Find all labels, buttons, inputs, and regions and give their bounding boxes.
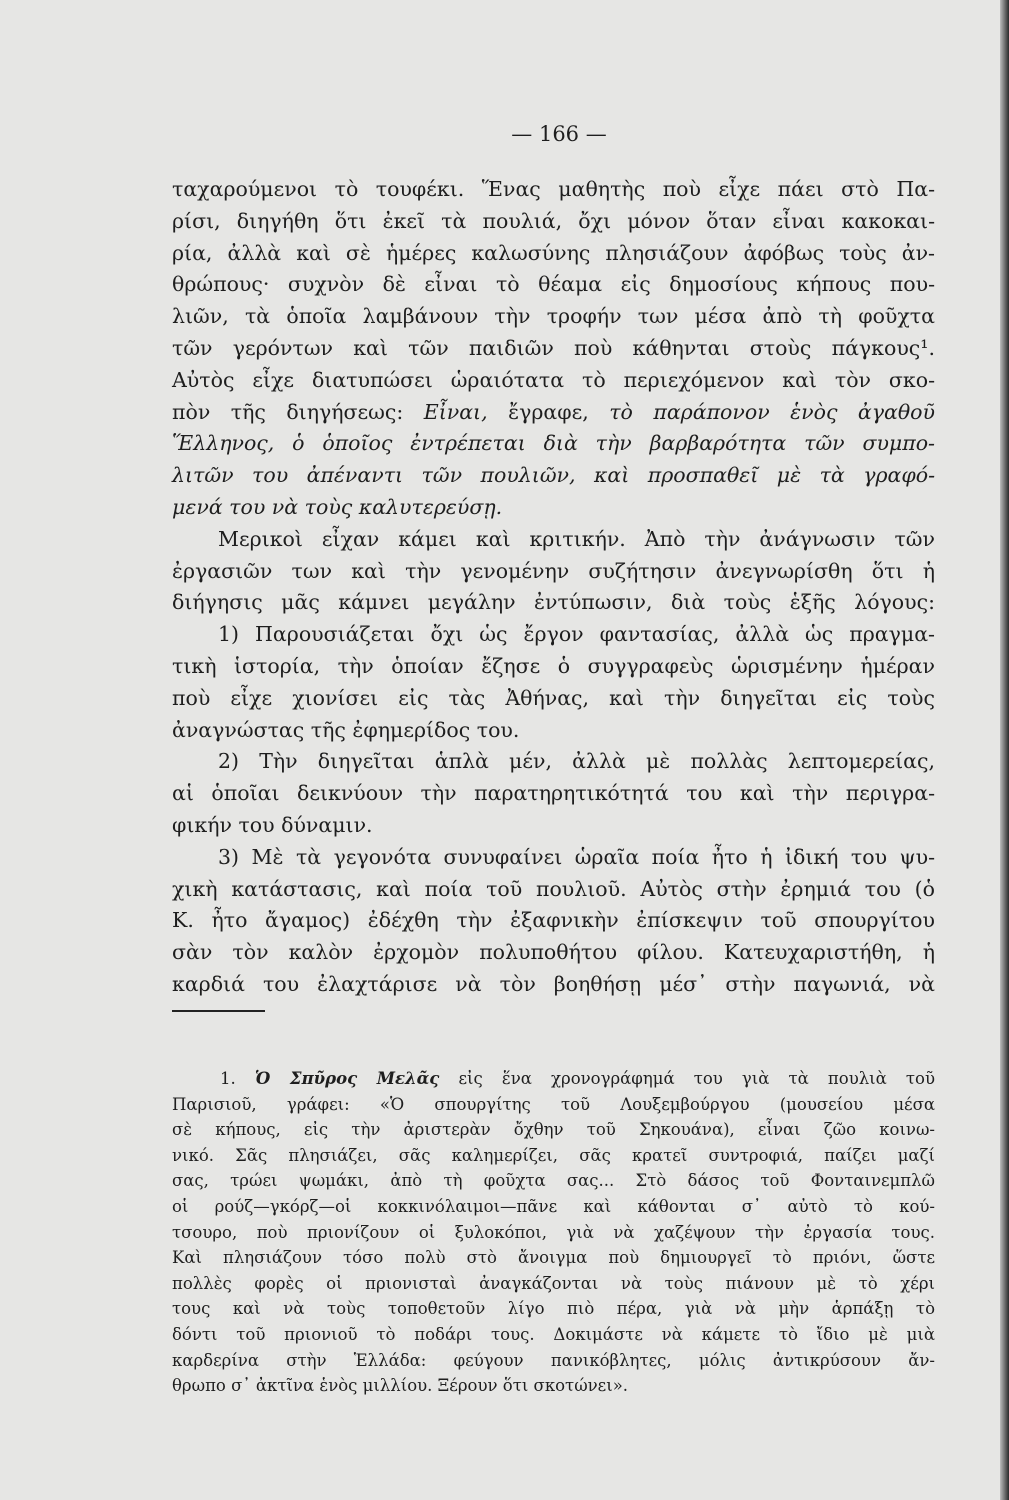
text-line — [172, 778, 935, 810]
text-line — [172, 428, 935, 460]
footnote-line — [172, 1066, 935, 1092]
text-segment: 3) Μὲ τὰ γεγονότα συνυφαίνει ὡραῖα ποία ἦτο ἡ ἰδική του ψυ- — [218, 844, 935, 869]
text-segment: 1) Παρουσιάζεται ὄχι ὡς ἔργον φαντασίας, ἀλλὰ ὡς πραγμα- — [218, 622, 935, 647]
text-segment: καρδερίνα στὴν Ἑλλάδα: φεύγουν πανικόβλητες, μόλις ἀντικρύσουν ἄν- — [172, 1350, 935, 1370]
text-segment: ταχαρούμενοι τὸ τουφέκι. Ἕνας μαθητὴς ποὺ εἶχε πάει στὸ Πα- — [172, 177, 935, 201]
text-line — [172, 365, 935, 397]
emphasized-text: λιτῶν του ἀπέναντι τῶν πουλιῶν, καὶ προσπαθεῖ μὲ τὰ γραφό- — [172, 463, 935, 488]
text-segment: ποὺ εἶχε χιονίσει εἰς τὰς Ἀθήνας, καὶ τὴν διηγεῖται εἰς τοὺς — [172, 685, 935, 710]
footnote-line — [172, 1373, 935, 1399]
text-segment: νικό. Σᾶς πλησιάζει, σᾶς καλημερίζει, σᾶς κρατεῖ συντροφιά, παίζει μαζί — [172, 1145, 935, 1165]
text-line — [172, 905, 935, 937]
footnote-line — [172, 1117, 935, 1143]
text-segment: διήγησις μᾶς κάμνει μεγάλην ἐντύπωσιν, διὰ τοὺς ἑξῆς λόγους: — [172, 590, 935, 615]
text-segment: Καὶ πλησιάζουν τόσο πολὺ στὸ ἄνοιγμα ποὺ δημιουργεῖ τὸ πριόνι, ὥστε — [172, 1248, 935, 1268]
text-segment: Κ. ἦτο ἄγαμος) ἐδέχθη τὴν ἐξαφνικὴν ἐπίσκεψιν τοῦ σπουργίτου — [172, 908, 935, 933]
text-line — [172, 587, 935, 619]
footnotes — [172, 1066, 935, 1399]
footnote-line — [172, 1092, 935, 1118]
text-line — [172, 969, 935, 1001]
text-segment: αἱ ὁποῖαι δεικνύουν τὴν παρατηρητικότητά του καὶ τὴν περιγρα- — [172, 781, 935, 806]
text-segment: τους καὶ νὰ τοὺς τοποθετοῦν λίγο πιὸ πέρα, γιὰ νὰ μὴν ἁρπάξῃ τὸ — [172, 1299, 935, 1319]
footnote-line — [172, 1143, 935, 1169]
emphasized-text: τὸ παράπονον ἑνὸς ἀγαθοῦ — [609, 399, 935, 424]
text-line — [172, 492, 935, 524]
text-line — [172, 333, 935, 365]
footnote-line — [172, 1322, 935, 1348]
text-segment: καρδιά του ἐλαχτάρισε νὰ τὸν βοηθήσῃ μέσ᾽ στὴν παγωνιά, νὰ — [172, 971, 935, 996]
emphasized-text: Ὁ Σπῦρος Μελᾶς — [254, 1069, 440, 1088]
text-line — [172, 683, 935, 715]
text-segment: 2) Τὴν διηγεῖται ἁπλὰ μέν, ἀλλὰ μὲ πολλὰς λεπτομερείας, — [218, 749, 935, 774]
text-line — [172, 301, 935, 333]
text-line — [172, 556, 935, 588]
footnote-line — [172, 1220, 935, 1246]
text-line — [172, 746, 935, 778]
text-segment: δόντι τοῦ πριονιοῦ τὸ ποδάρι τους. Δοκιμάστε νὰ κάμετε τὸ ἴδιο μὲ μιὰ — [172, 1324, 935, 1344]
text-segment: εἰς ἕνα χρονογράφημά του γιὰ τὰ πουλιὰ τοῦ — [439, 1069, 936, 1088]
text-line — [172, 715, 935, 747]
text-segment: τσουρο, ποὺ πριονίζουν οἱ ξυλοκόποι, γιὰ νὰ χαζέψουν τὴν ἐργασία τους. — [172, 1222, 935, 1242]
text-segment: τῶν γερόντων καὶ τῶν παιδιῶν ποὺ κάθηνται στοὺς πάγκους¹. — [172, 335, 935, 360]
text-segment: θρωπο σ᾽ ἀκτῖνα ἑνὸς μιλλίου. Ξέρουν ὅτι σκοτώνει». — [172, 1376, 629, 1396]
emphasized-text: μενά του νὰ τοὺς καλυτερεύσῃ. — [172, 494, 503, 519]
text-segment: ἀναγνώστας τῆς ἐφημερίδος του. — [172, 717, 520, 742]
footnote-line — [172, 1348, 935, 1374]
text-segment: σὰν τὸν καλὸν ἐρχομὸν πολυποθήτου φίλου. Κατευχαριστήθη, ἡ — [172, 940, 935, 965]
footnote-line — [172, 1168, 935, 1194]
text-line — [172, 524, 935, 556]
text-segment: χικὴ κατάστασις, καὶ ποία τοῦ πουλιοῦ. Αὐτὸς στὴν ἐρημιά του (ὁ — [172, 876, 935, 901]
text-segment: ἔγραφε, — [487, 399, 610, 424]
text-line — [172, 460, 935, 492]
page-number: — 166 — — [511, 122, 607, 146]
text-segment: λιῶν, τὰ ὁποῖα λαμβάνουν τὴν τροφήν των μέσα ἀπὸ τὴ φοῦχτα — [172, 304, 935, 329]
text-line — [172, 238, 935, 270]
text-segment: σας, τρώει ψωμάκι, ἀπὸ τὴ φοῦχτα σας... Στὸ δάσος τοῦ Φονταινεμπλῶ — [172, 1171, 935, 1191]
text-segment: πολλὲς φορὲς οἱ πριονισταὶ ἀναγκάζονται νὰ τοὺς πιάνουν μὲ τὸ χέρι — [172, 1273, 935, 1293]
text-line — [172, 810, 935, 842]
footnote-line — [172, 1271, 935, 1297]
text-segment: οἱ ρούζ—γκόρζ—οἱ κοκκινόλαιμοι—πᾶνε καὶ κάθονται σ᾽ αὐτὸ τὸ κού- — [172, 1196, 935, 1216]
text-segment: σὲ κήπους, εἰς τὴν ἀριστερὰν ὄχθην τοῦ Σηκουάνα), εἶναι ζῶο κοινω- — [172, 1120, 935, 1140]
main-text — [172, 174, 935, 1001]
text-line — [172, 874, 935, 906]
text-segment: Παρισιοῦ, γράφει: «Ὁ σπουργίτης τοῦ Λουξεμβούργου (μουσείου μέσα — [172, 1094, 935, 1114]
text-line — [172, 397, 935, 429]
text-segment: ρίσι, διηγήθη ὅτι ἐκεῖ τὰ πουλιά, ὄχι μόνον ὅταν εἶναι κακοκαι- — [172, 208, 935, 233]
text-line — [172, 174, 935, 206]
text-line — [172, 269, 935, 301]
text-line — [172, 651, 935, 683]
emphasized-text: Ἕλληνος, ὁ ὁποῖος ἐντρέπεται διὰ τὴν βαρβαρότητα τῶν συμπο- — [172, 431, 935, 456]
text-segment: τικὴ ἱστορία, τὴν ὁποίαν ἔζησε ὁ συγγραφεὺς ὡρισμένην ἡμέραν — [172, 653, 935, 678]
text-line — [172, 937, 935, 969]
text-line — [172, 619, 935, 651]
text-segment: θρώπους· συχνὸν δὲ εἶναι τὸ θέαμα εἰς δημοσίους κήπους που- — [172, 272, 935, 297]
footnote-separator — [172, 1010, 265, 1012]
text-segment: Αὐτὸς εἶχε διατυπώσει ὡραιότατα τὸ περιεχόμενον καὶ τὸν σκο- — [172, 367, 935, 392]
text-segment: ἐργασιῶν των καὶ τὴν γενομένην συζήτησιν ἀνεγνωρίσθη ὅτι ἡ — [172, 558, 935, 583]
text-line — [172, 842, 935, 874]
emphasized-text: Εἶναι, — [423, 399, 488, 424]
footnote-line — [172, 1194, 935, 1220]
footnote-line — [172, 1245, 935, 1271]
text-segment: ρία, ἀλλὰ καὶ σὲ ἡμέρες καλωσύνης πλησιάζουν ἀφόβως τοὺς ἀν- — [172, 240, 935, 265]
text-line — [172, 206, 935, 238]
footnote-line — [172, 1296, 935, 1322]
text-segment: 1. — [220, 1069, 255, 1088]
page-edge-shadow — [1000, 0, 1009, 1500]
text-segment: Μερικοὶ εἶχαν κάμει καὶ κριτικήν. Ἀπὸ τὴν ἀνάγνωσιν τῶν — [218, 526, 935, 551]
text-segment: πὸν τῆς διηγήσεως: — [172, 399, 424, 424]
text-segment: φικήν του δύναμιν. — [172, 812, 373, 837]
